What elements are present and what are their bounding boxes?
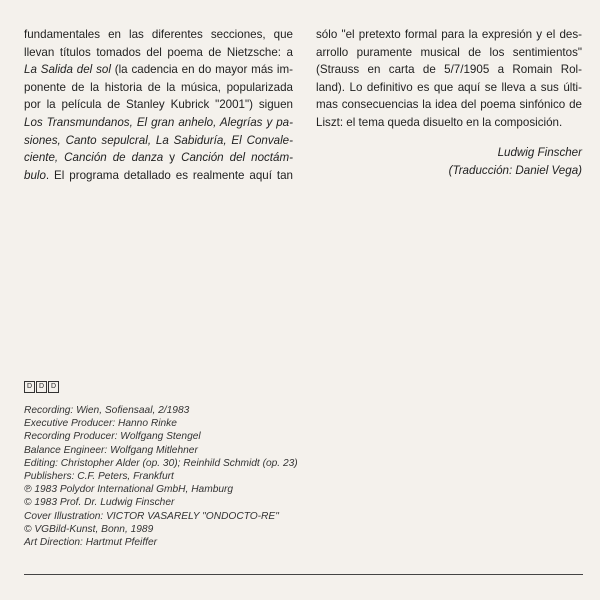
credit-row: Recording: Wien, Sofiensaal, 2/1983 — [24, 405, 190, 416]
text-run: (la cadencia en do mayor más im- — [110, 63, 293, 77]
credit-row: © 1983 Prof. Dr. Ludwig Finscher — [24, 497, 175, 509]
left-column-line — [24, 61, 293, 79]
text-run: . El programa detallado es realmente aquí tan — [45, 168, 293, 182]
credit-row: © VGBild-Kunst, Bonn, 1989 — [24, 523, 154, 535]
text-run: por la película de Stanley Kubrick "2001") siguen — [24, 98, 293, 112]
left-column-line — [24, 114, 293, 132]
right-column-line — [316, 79, 582, 97]
ddd-badge-letter: D — [36, 381, 47, 393]
left-column-line — [24, 26, 293, 44]
left-column-line — [24, 149, 293, 167]
text-run: (Strauss en carta de 5/7/1905 a Romain Rol- — [316, 63, 582, 77]
credit-row: Executive Producer: Hanno Rinke — [24, 418, 177, 430]
left-column-line — [24, 44, 293, 62]
text-run: arrollo puramente musical de los sentimientos" — [316, 45, 582, 59]
credit-row: ℗ 1983 Polydor International GmbH, Hamburg — [24, 484, 234, 496]
right-column-line — [316, 96, 582, 114]
left-text-column — [24, 26, 293, 184]
ddd-badge-letter: D — [24, 381, 35, 393]
author-credit: Ludwig Finscher — [497, 145, 582, 159]
right-column-line — [316, 61, 582, 79]
right-text-column — [316, 26, 582, 180]
ddd-badge — [24, 381, 59, 393]
text-run: bulo — [24, 168, 46, 182]
right-column-line — [316, 26, 582, 44]
text-run: siones, Canto sepulcral, La Sabiduría, El Convale- — [24, 133, 293, 147]
credit-row: Editing: Christopher Alder (op. 30); Reinhild Schmidt (op. 23) — [24, 457, 298, 469]
text-run: y — [163, 151, 182, 165]
text-run: La Salida del sol — [24, 63, 111, 77]
credit-row: Recording Producer: Wolfgang Stengel — [24, 431, 201, 443]
text-run: Los Transmundanos, El gran anhelo, Alegrías y pa- — [24, 115, 293, 129]
text-run: mas consecuencias la idea del poema sinfónico de — [316, 98, 582, 112]
text-run: ponente de la historia de la música, popularizada — [24, 80, 293, 94]
text-run: Liszt: el tema queda disuelto en la composición. — [316, 115, 563, 129]
ddd-badge-letter: D — [48, 381, 59, 393]
credit-row: Publishers: C.F. Peters, Frankfurt — [24, 471, 174, 483]
text-run: llevan títulos tomados del poema de Nietzsche: a — [24, 45, 293, 59]
right-column-line — [316, 44, 582, 62]
text-run: ciente, Canción de danza — [24, 151, 164, 165]
left-column-line — [24, 132, 293, 150]
text-run: land). Lo definitivo es que aquí se lleva a sus últi- — [316, 80, 582, 94]
left-column-line — [24, 79, 293, 97]
translator-credit: (Traducción: Daniel Vega) — [448, 163, 582, 177]
left-column-line — [24, 96, 293, 114]
text-run: fundamentales en las diferentes secciones, que — [24, 28, 293, 41]
credit-row: Balance Engineer: Wolfgang Mitlehner — [24, 444, 198, 456]
right-column-line — [316, 114, 582, 132]
text-run: sólo "el pretexto formal para la expresión y el des- — [316, 28, 582, 41]
recording-credits — [24, 404, 298, 549]
credit-row: Art Direction: Hartmut Pfeiffer — [24, 537, 158, 549]
text-run: Canción del noctám- — [181, 151, 293, 165]
bottom-divider — [24, 574, 583, 575]
credit-row: Cover Illustration: VICTOR VASARELY "ONDOCTO-RE" — [24, 510, 279, 522]
left-column-line — [24, 167, 293, 185]
